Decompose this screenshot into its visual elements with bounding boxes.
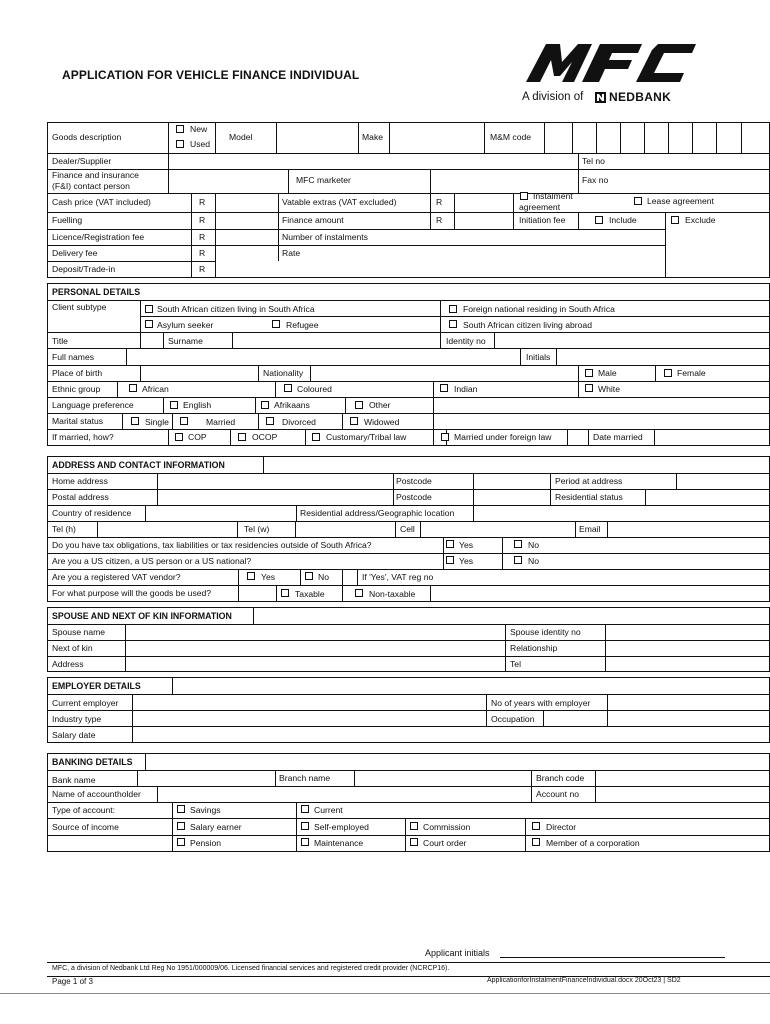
initials-label: Initials [526,352,551,362]
commission-label: Commission [423,822,471,832]
member-of-corporation-checkbox[interactable] [532,838,540,846]
include-checkbox[interactable] [595,216,603,224]
lease-agreement-label: Lease agreement [647,196,714,206]
fuelling-currency: R [199,215,206,225]
residential-status-label: Residential status [555,492,623,502]
us-no-checkbox[interactable] [514,556,522,564]
nedbank-icon [595,92,606,103]
court-order-checkbox[interactable] [410,838,418,846]
page-number: Page 1 of 3 [52,977,93,986]
initiation-fee-label: Initiation fee [519,215,566,225]
instalments-label: Number of instalments [282,232,368,242]
refugee-label: Refugee [286,320,319,330]
non-taxable-checkbox[interactable] [355,589,363,597]
exclude-checkbox[interactable] [671,216,679,224]
self-employed-checkbox[interactable] [301,822,309,830]
widowed-checkbox[interactable] [350,417,358,425]
instalment-agreement-label-1: Instalment [533,191,573,201]
goods-description-label: Goods description [52,132,122,142]
kin-address-label: Address [52,659,84,669]
vat-no-label: No [318,572,329,582]
indian-label: Indian [454,384,478,394]
mfc-logo [520,42,698,84]
residential-geo-label: Residential address/Geographic location [300,508,455,518]
new-checkbox[interactable] [176,125,184,133]
licence-fee-label: Licence/Registration fee [52,232,145,242]
vat-no-checkbox[interactable] [305,572,313,580]
address-heading: ADDRESS AND CONTACT INFORMATION [52,460,225,470]
indian-checkbox[interactable] [440,384,448,392]
rate-label: Rate [282,248,301,258]
full-names-label: Full names [52,352,95,362]
delivery-fee-label: Delivery fee [52,248,98,258]
fi-contact-label-1: Finance and insurance [52,170,139,180]
nedbank-name: NEDBANK [609,90,672,104]
salary-earner-label: Salary earner [190,822,242,832]
deposit-tradein-label: Deposit/Trade-in [52,264,116,274]
white-checkbox[interactable] [585,384,593,392]
exclude-label: Exclude [685,215,716,225]
occupation-label: Occupation [491,714,535,724]
salary-earner-checkbox[interactable] [177,822,185,830]
cash-price-currency: R [199,197,206,207]
asylum-seeker-checkbox[interactable] [145,320,153,328]
model-label: Model [229,132,253,142]
date-married-label: Date married [593,432,643,442]
english-checkbox[interactable] [170,401,178,409]
current-account-label: Current [314,805,343,815]
us-no-label: No [528,556,539,566]
mfc-marketer-label: MFC marketer [296,175,351,185]
current-account-checkbox[interactable] [301,805,309,813]
commission-checkbox[interactable] [410,822,418,830]
tax-yes-label: Yes [459,540,474,550]
tel-w-label: Tel (w) [244,524,270,534]
female-label: Female [677,368,706,378]
postal-postcode-label: Postcode [396,492,432,502]
fuelling-label: Fuelling [52,215,83,225]
include-label: Include [609,215,637,225]
african-label: African [142,384,169,394]
afrikaans-label: Afrikaans [274,400,310,410]
african-checkbox[interactable] [129,384,137,392]
foreign-national-label: Foreign national residing in South Africa [463,304,615,314]
banking-heading: BANKING DETAILS [52,757,133,767]
english-label: English [183,400,212,410]
fi-contact-label-2: (F&I) contact person [52,181,130,191]
self-employed-label: Self-employed [314,822,369,832]
non-taxable-label: Non-taxable [369,589,416,599]
applicant-initials-label: Applicant initials [425,948,490,958]
customary-checkbox[interactable] [312,433,320,441]
next-of-kin-label: Next of kin [52,643,93,653]
instalment-agreement-label-2: agreement [519,202,561,212]
new-label: New [190,124,208,134]
savings-label: Savings [190,805,221,815]
tax-no-checkbox[interactable] [514,540,522,548]
savings-checkbox[interactable] [177,805,185,813]
home-postcode-label: Postcode [396,476,432,486]
tax-yes-checkbox[interactable] [446,540,454,548]
foreign-law-checkbox[interactable] [441,433,449,441]
mm-code-label: M&M code [490,132,532,142]
account-no-label: Account no [536,789,579,799]
lease-agreement-checkbox[interactable] [634,197,642,205]
purpose-question-label: For what purpose will the goods be used? [52,588,212,598]
male-label: Male [598,368,617,378]
other-language-checkbox[interactable] [355,401,363,409]
ethnic-group-label: Ethnic group [52,384,101,394]
director-label: Director [546,822,577,832]
current-employer-label: Current employer [52,698,119,708]
refugee-checkbox[interactable] [272,320,280,328]
member-of-corporation-label: Member of a corporation [546,838,640,848]
finance-amount-label: Finance amount [282,215,344,225]
cop-checkbox[interactable] [175,433,183,441]
divorced-label: Divorced [282,417,316,427]
vat-question-label: Are you a registered VAT vendor? [52,572,181,582]
language-preference-label: Language preference [52,400,134,410]
tax-no-label: No [528,540,539,550]
marital-status-label: Marital status [52,416,104,426]
tel-h-label: Tel (h) [52,524,76,534]
us-question-label: Are you a US citizen, a US person or a US national? [52,556,252,566]
sa-citizen-in-sa-checkbox[interactable] [145,305,153,313]
make-label: Make [362,132,384,142]
licence-fee-currency: R [199,232,206,242]
tel-no-label: Tel no [582,156,605,166]
vat-reg-no-label: If 'Yes', VAT reg no [362,572,434,582]
title-label: Title [52,336,68,346]
asylum-seeker-label: Asylum seeker [157,320,214,330]
used-label: Used [190,139,211,149]
source-of-income-label: Source of income [52,822,119,832]
instalment-agreement-checkbox[interactable] [520,192,528,200]
coloured-label: Coloured [297,384,332,394]
divorced-checkbox[interactable] [266,417,274,425]
us-yes-checkbox[interactable] [446,556,454,564]
tax-question-label: Do you have tax obligations, tax liabilities or tax residencies outside of South Africa? [52,540,372,550]
industry-type-label: Industry type [52,714,102,724]
director-checkbox[interactable] [532,822,540,830]
employer-heading: EMPLOYER DETAILS [52,681,141,691]
spouse-identity-no-label: Spouse identity no [510,627,581,637]
fax-no-label: Fax no [582,175,609,185]
email-label: Email [579,524,601,534]
postal-address-label: Postal address [52,492,109,502]
vatable-extras-label: Vatable extras (VAT excluded) [282,197,397,207]
afrikaans-checkbox[interactable] [261,401,269,409]
ocop-label: OCOP [252,432,278,442]
coloured-checkbox[interactable] [284,384,292,392]
document-reference: ApplicationforInstalmentFinanceIndividual.docx 20Oct23 | SD2 [487,977,681,984]
vat-yes-label: Yes [261,572,276,582]
taxable-checkbox[interactable] [281,589,289,597]
spouse-heading: SPOUSE AND NEXT OF KIN INFORMATION [52,611,232,621]
court-order-label: Court order [423,838,467,848]
delivery-fee-currency: R [199,248,206,258]
cell-label: Cell [400,524,415,534]
maintenance-label: Maintenance [314,838,364,848]
if-married-label: If married, how? [52,432,114,442]
taxable-label: Taxable [295,589,325,599]
cash-price-label: Cash price (VAT included) [52,197,151,207]
single-checkbox[interactable] [131,417,139,425]
sa-citizen-in-sa-label: South African citizen living in South Africa [157,304,315,314]
customary-label: Customary/Tribal law [326,432,407,442]
ocop-checkbox[interactable] [238,433,246,441]
place-of-birth-label: Place of birth [52,368,103,378]
pension-checkbox[interactable] [177,838,185,846]
bank-name-label: Bank name [52,775,96,785]
vatable-extras-currency: R [436,197,443,207]
salary-date-label: Salary date [52,730,96,740]
relationship-label: Relationship [510,643,558,653]
type-of-account-label: Type of account: [52,805,116,815]
sa-citizen-abroad-label: South African citizen living abroad [463,320,592,330]
single-label: Single [145,417,169,427]
finance-amount-currency: R [436,215,443,225]
foreign-law-label: Married under foreign law [454,432,552,442]
spouse-name-label: Spouse name [52,627,106,637]
maintenance-checkbox[interactable] [301,838,309,846]
country-of-residence-label: Country of residence [52,508,132,518]
married-checkbox[interactable] [180,417,188,425]
male-checkbox[interactable] [585,369,593,377]
dealer-supplier-label: Dealer/Supplier [52,156,112,166]
kin-tel-label: Tel [510,659,521,669]
surname-label: Surname [168,336,203,346]
vat-yes-checkbox[interactable] [247,572,255,580]
widowed-label: Widowed [364,417,400,427]
cop-label: COP [188,432,207,442]
sa-citizen-abroad-checkbox[interactable] [449,320,457,328]
applicant-initials-field[interactable] [500,957,725,958]
form-title: APPLICATION FOR VEHICLE FINANCE INDIVIDUAL [62,68,360,82]
personal-details-heading: PERSONAL DETAILS [52,287,141,297]
years-with-employer-label: No of years with employer [491,698,591,708]
home-address-label: Home address [52,476,108,486]
branch-code-label: Branch code [536,773,585,783]
account-holder-label: Name of accountholder [52,789,141,799]
us-yes-label: Yes [459,556,474,566]
female-checkbox[interactable] [664,369,672,377]
client-subtype-label: Client subtype [52,302,107,312]
pension-label: Pension [190,838,222,848]
division-text: A division of [522,91,584,103]
branch-name-label: Branch name [279,773,331,783]
white-label: White [598,384,620,394]
foreign-national-checkbox[interactable] [449,305,457,313]
married-label: Married [206,417,236,427]
footer-legal-text: MFC, a division of Nedbank Ltd Reg No 1951/000009/06. Licensed financial services and registered credit provider (NCRCP16). [52,965,450,972]
deposit-tradein-currency: R [199,264,206,274]
nationality-label: Nationality [263,368,304,378]
used-checkbox[interactable] [176,140,184,148]
period-at-address-label: Period at address [555,476,623,486]
other-language-label: Other [369,400,391,410]
identity-no-label: Identity no [446,336,486,346]
